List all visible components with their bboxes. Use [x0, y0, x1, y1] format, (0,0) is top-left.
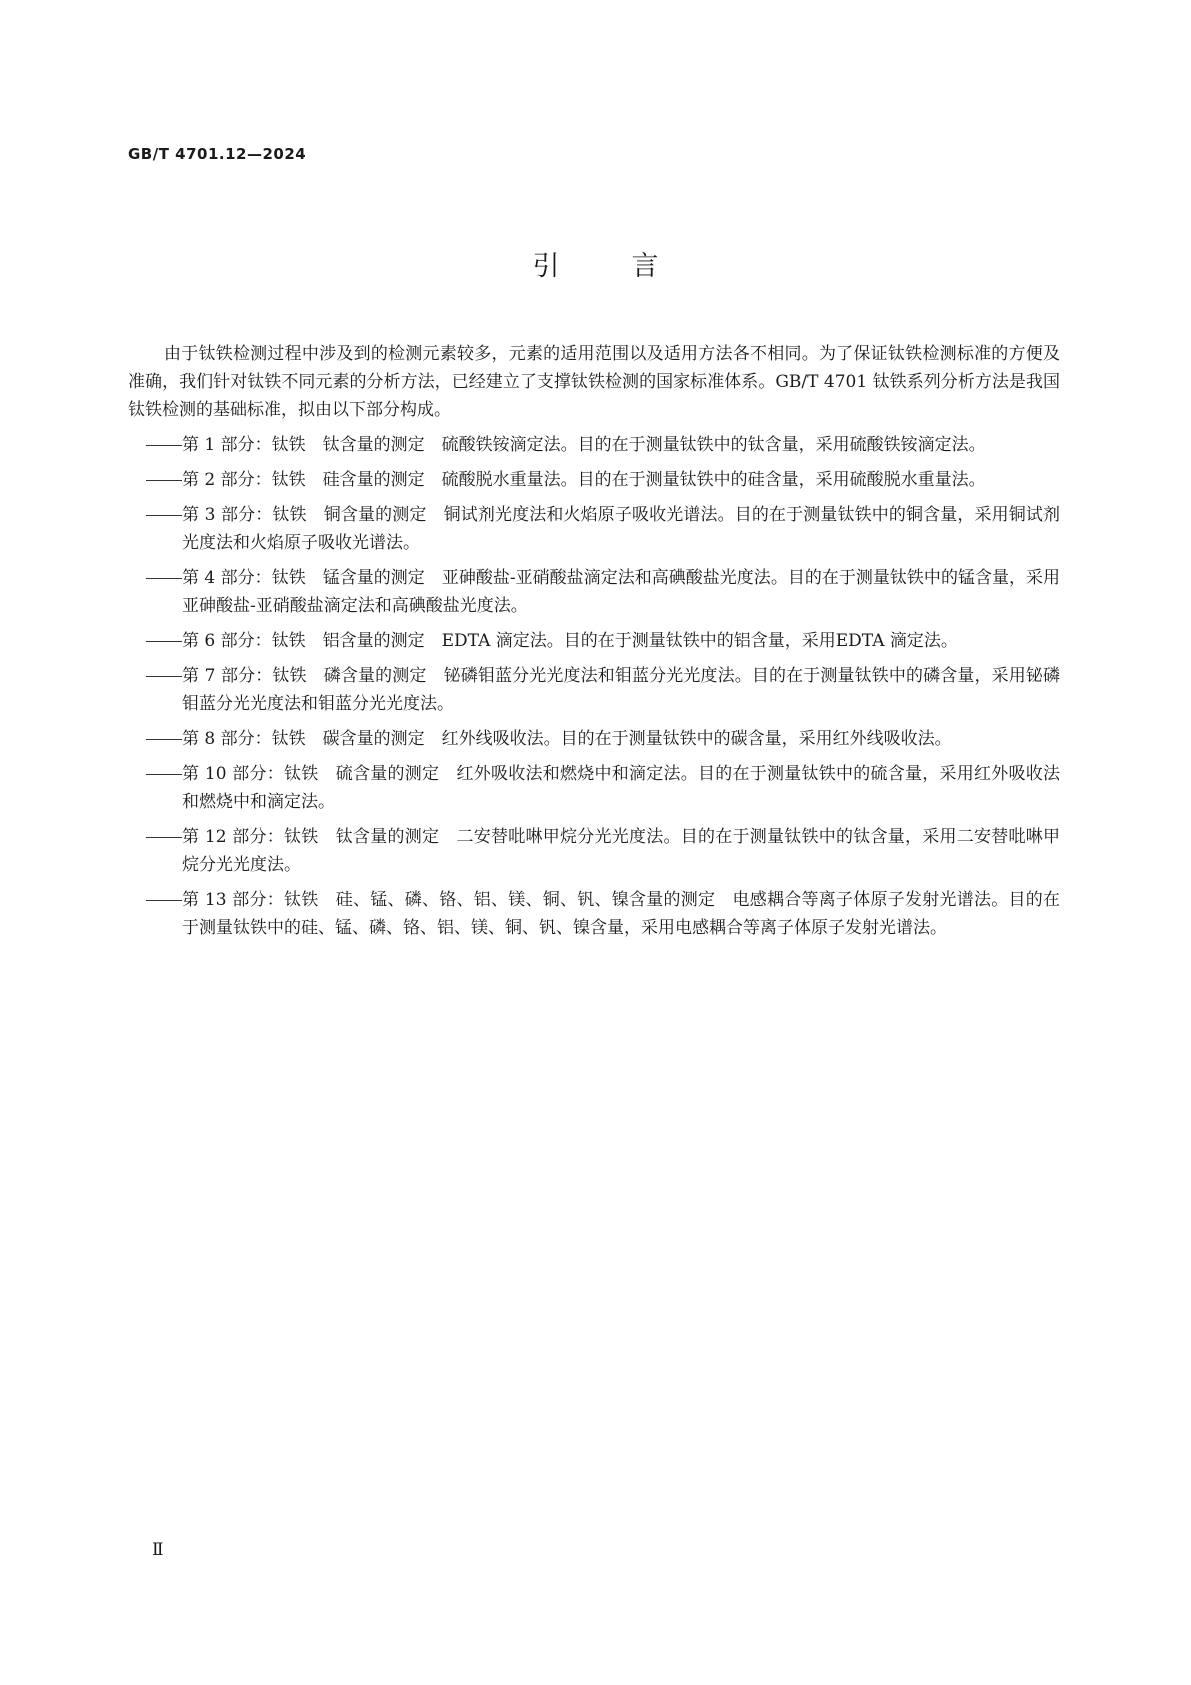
- part-method: EDTA 滴定法: [441, 631, 547, 651]
- part-method: 电感耦合等离子体原子发射光谱法: [732, 890, 992, 910]
- part-subject: 碳含量的测定: [322, 729, 425, 749]
- list-item: [128, 627, 1060, 655]
- list-item: [128, 466, 1060, 494]
- part-method: 铋磷钼蓝分光光度法和钼蓝分光光度法: [443, 666, 735, 686]
- part-label: 第 12 部分：钛铁: [182, 827, 319, 847]
- em-dash: [146, 900, 182, 901]
- part-label: 第 3 部分：钛铁: [182, 505, 307, 525]
- part-label: 第 6 部分：钛铁: [182, 631, 306, 651]
- part-purpose: 。目的在于测量钛铁中的磷含量，采用铋磷钼蓝分光光度法和钼蓝分光光度法。: [182, 666, 1060, 714]
- part-subject: 铜含量的测定: [323, 505, 427, 525]
- part-label: 第 8 部分：钛铁: [182, 729, 306, 749]
- em-dash: [146, 641, 182, 642]
- part-subject: 磷含量的测定: [323, 666, 427, 686]
- part-purpose: 。目的在于测量钛铁中的锰含量，采用亚砷酸盐-亚硝酸盐滴定法和高碘酸盐光度法。: [182, 568, 1061, 616]
- part-method: 铜试剂光度法和火焰原子吸收光谱法: [443, 505, 718, 525]
- part-subject: 硅、锰、磷、铬、铝、镁、铜、钒、镍含量的测定: [335, 890, 716, 910]
- part-purpose: 。目的在于测量钛铁中的硅、锰、磷、铬、铝、镁、铜、钒、镍含量，采用电感耦合等离子体原子发射光谱法。: [182, 890, 1061, 938]
- part-purpose: 。目的在于测量钛铁中的钛含量，采用硫酸铁铵滴定法。: [560, 435, 986, 455]
- part-subject: 硫含量的测定: [335, 764, 440, 784]
- em-dash: [146, 445, 182, 446]
- part-purpose: 。目的在于测量钛铁中的钛含量，采用二安替吡啉甲烷分光光度法。: [182, 827, 1061, 875]
- em-dash: [146, 480, 182, 481]
- intro-paragraph: 由于钛铁检测过程中涉及到的检测元素较多，元素的适用范围以及适用方法各不相同。为了保证钛铁检测标准的方便及准确，我们针对钛铁不同元素的分析方法，已经建立了支撑钛铁检测的国家标准体系。GB/T 4701 钛铁系列分析方法是我国钛铁检测的基础标准，拟由以下部分构成。: [128, 344, 1060, 420]
- part-label: 第 7 部分：钛铁: [182, 666, 307, 686]
- part-method: 亚砷酸盐-亚硝酸盐滴定法和高碘酸盐光度法: [441, 568, 771, 588]
- list-item: [128, 823, 1060, 879]
- page-title: 引言: [532, 251, 731, 282]
- list-item: [128, 431, 1060, 459]
- part-label: 第 13 部分：钛铁: [182, 890, 319, 910]
- part-label: 第 2 部分：钛铁: [182, 470, 306, 490]
- list-item: [128, 886, 1060, 942]
- list-item: [128, 501, 1060, 557]
- part-method: 硫酸脱水重量法: [441, 470, 561, 490]
- page-number: Ⅱ: [152, 1540, 164, 1560]
- em-dash: [146, 739, 182, 740]
- em-dash: [146, 837, 182, 838]
- em-dash: [146, 676, 182, 677]
- part-label: 第 10 部分：钛铁: [182, 764, 319, 784]
- part-purpose: 。目的在于测量钛铁中的硅含量，采用硫酸脱水重量法。: [560, 470, 986, 490]
- em-dash: [146, 515, 182, 516]
- part-subject: 钛含量的测定: [322, 435, 425, 455]
- standard-number: GB/T 4701.12—2024: [128, 145, 307, 163]
- part-subject: 铝含量的测定: [322, 631, 425, 651]
- em-dash: [146, 774, 182, 775]
- part-label: 第 1 部分：钛铁: [182, 435, 306, 455]
- part-subject: 钛含量的测定: [335, 827, 440, 847]
- parts-list: [128, 431, 1060, 942]
- document-body: [128, 340, 1060, 942]
- list-item: [128, 564, 1060, 620]
- part-label: 第 4 部分：钛铁: [182, 568, 306, 588]
- part-subject: 锰含量的测定: [322, 568, 425, 588]
- list-item: [128, 725, 1060, 753]
- part-purpose: 。目的在于测量钛铁中的铝含量，采用EDTA 滴定法。: [546, 631, 958, 651]
- part-purpose: 。目的在于测量钛铁中的硫含量，采用红外吸收法和燃烧中和滴定法。: [182, 764, 1061, 812]
- part-method: 红外吸收法和燃烧中和滴定法: [456, 764, 681, 784]
- list-item: [128, 760, 1060, 816]
- part-purpose: 。目的在于测量钛铁中的碳含量，采用红外线吸收法。: [543, 729, 952, 749]
- list-item: [128, 662, 1060, 718]
- part-method: 硫酸铁铵滴定法: [441, 435, 561, 455]
- part-method: 红外线吸收法: [441, 729, 544, 749]
- em-dash: [146, 578, 182, 579]
- part-subject: 硅含量的测定: [322, 470, 425, 490]
- part-method: 二安替吡啉甲烷分光光度法: [456, 827, 664, 847]
- part-purpose: 。目的在于测量钛铁中的铜含量，采用铜试剂光度法和火焰原子吸收光谱法。: [182, 505, 1060, 553]
